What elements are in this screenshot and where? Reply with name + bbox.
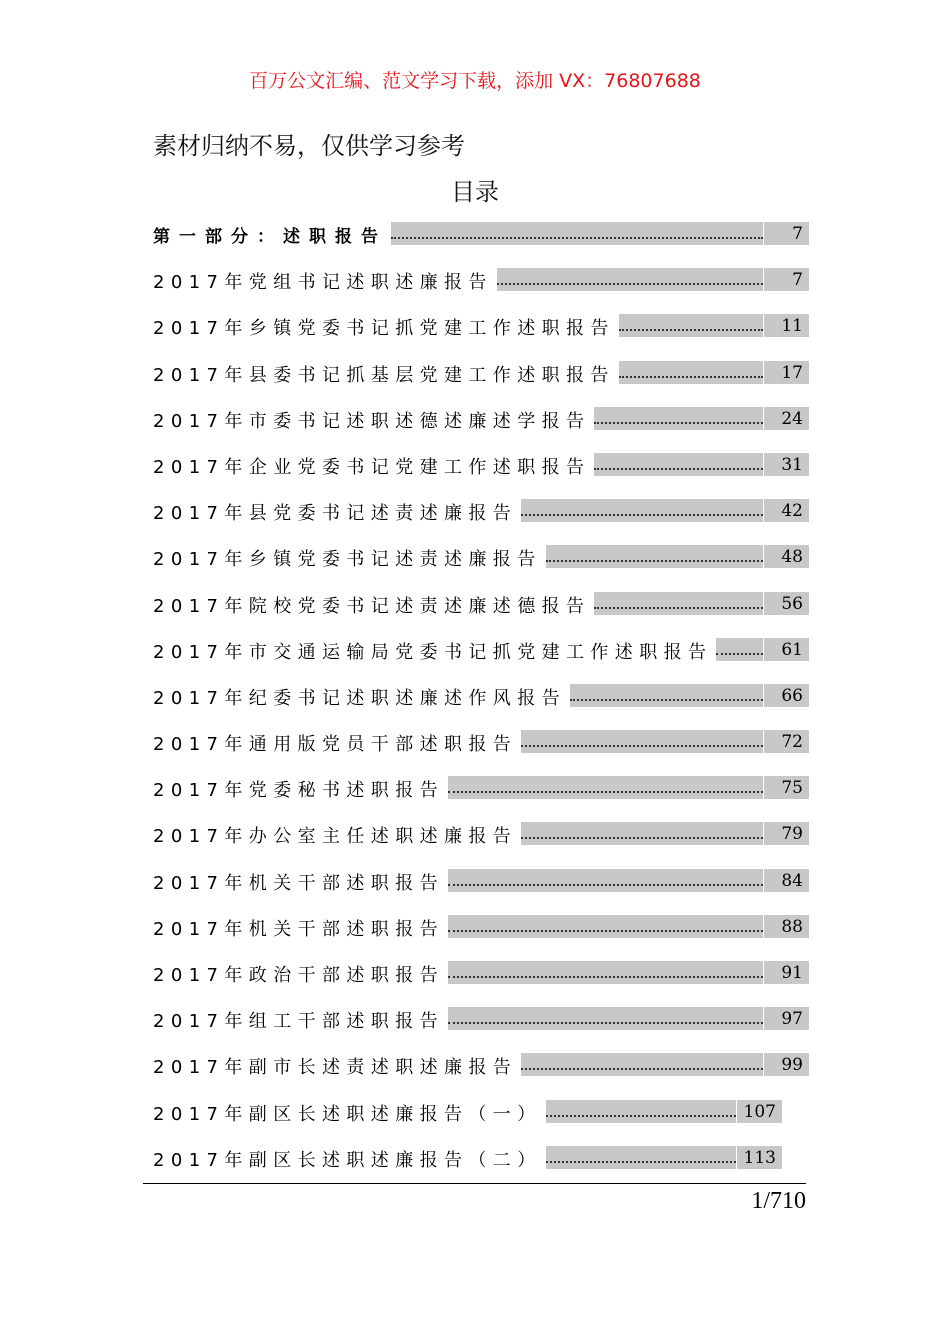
toc-entry-page: 113 xyxy=(743,1147,776,1168)
toc-entry-title: 2017年副区长述职述廉报告（一） xyxy=(153,1100,544,1126)
dot-leader xyxy=(448,776,763,799)
dot-leader xyxy=(448,961,763,984)
toc-entry[interactable] xyxy=(153,588,809,634)
toc-entry-title: 2017年乡镇党委书记抓党建工作述职报告 xyxy=(153,314,617,340)
dot-leader xyxy=(391,222,763,245)
toc-entry-title: 2017年政治干部述职报告 xyxy=(153,961,446,987)
toc-entry[interactable] xyxy=(153,1049,809,1095)
toc-entry[interactable] xyxy=(153,726,809,772)
toc-entry-title: 2017年组工干部述职报告 xyxy=(153,1007,446,1033)
dot-leader xyxy=(619,361,763,384)
toc-entry[interactable] xyxy=(153,772,809,818)
toc-entry-page: 91 xyxy=(781,963,803,983)
toc-entry-title: 2017年乡镇党委书记述责述廉报告 xyxy=(153,545,544,571)
toc-entry-title: 第一部分：述职报告 xyxy=(153,222,389,247)
toc-entry[interactable] xyxy=(153,310,809,356)
toc-entry-title: 2017年党委秘书述职报告 xyxy=(153,776,446,802)
dot-leader xyxy=(546,545,763,568)
dot-leader xyxy=(546,1146,736,1169)
toc-entry-page: 61 xyxy=(781,639,803,660)
toc-entry-page: 84 xyxy=(781,870,803,891)
toc-entry[interactable] xyxy=(153,357,809,403)
toc-entry-page: 97 xyxy=(781,1009,803,1030)
toc-entry-title: 2017年县党委书记述责述廉报告 xyxy=(153,499,519,525)
page-counter: 1/710 xyxy=(751,1188,806,1214)
toc-entry[interactable] xyxy=(153,865,809,911)
toc-entry-title: 2017年副区长述职述廉报告（二） xyxy=(153,1146,544,1172)
toc-entry-title: 2017年企业党委书记党建工作述职报告 xyxy=(153,453,592,479)
toc-entry-page: 107 xyxy=(743,1101,776,1122)
dot-leader xyxy=(448,869,763,892)
footer-rule xyxy=(143,1183,806,1184)
toc-entry[interactable] xyxy=(153,449,809,495)
dot-leader xyxy=(448,915,763,938)
toc-entry-page: 79 xyxy=(781,824,803,845)
toc-entry-page: 75 xyxy=(781,778,803,799)
toc-entry-title: 2017年党组书记述职述廉报告 xyxy=(153,268,495,294)
dot-leader xyxy=(546,1100,736,1123)
toc-entry-page: 99 xyxy=(781,1055,803,1076)
dot-leader xyxy=(521,499,763,522)
toc-entry[interactable] xyxy=(153,818,809,864)
dot-leader xyxy=(497,268,763,291)
page-note: 素材归纳不易，仅供学习参考 xyxy=(153,132,465,160)
dot-leader xyxy=(619,314,763,337)
dot-leader xyxy=(448,1007,763,1030)
dot-leader xyxy=(594,592,763,615)
toc-entry-page: 72 xyxy=(781,732,803,753)
toc-entry-page: 42 xyxy=(781,501,803,522)
toc-entry-title: 2017年机关干部述职报告 xyxy=(153,915,446,941)
toc-entry-title: 2017年市交通运输局党委书记抓党建工作述职报告 xyxy=(153,638,714,664)
toc-entry-title: 2017年通用版党员干部述职报告 xyxy=(153,730,519,756)
toc-entry-page: 7 xyxy=(792,224,803,244)
toc-entry[interactable] xyxy=(153,1003,809,1049)
download-banner: 百万公文汇编、范文学习下载，添加 VX：76807688 xyxy=(249,70,701,92)
toc-entry-page: 11 xyxy=(781,316,803,337)
toc-entry[interactable] xyxy=(153,634,809,680)
toc-entry[interactable] xyxy=(153,911,809,957)
toc-entry-page: 24 xyxy=(781,408,803,429)
toc-entry-title: 2017年纪委书记述职述廉述作风报告 xyxy=(153,684,568,710)
dot-leader xyxy=(594,453,763,476)
toc-entry-title: 2017年机关干部述职报告 xyxy=(153,869,446,895)
toc-entry-page: 48 xyxy=(781,547,803,568)
dot-leader xyxy=(594,407,763,430)
toc-entry-title: 2017年院校党委书记述责述廉述德报告 xyxy=(153,592,592,618)
toc-entry[interactable] xyxy=(153,264,809,310)
toc-entry[interactable] xyxy=(153,1142,809,1188)
toc-entry-page: 31 xyxy=(781,454,803,475)
toc-entry[interactable] xyxy=(153,541,809,587)
toc-entry[interactable] xyxy=(153,680,809,726)
toc-entry-title: 2017年县委书记抓基层党建工作述职报告 xyxy=(153,361,617,387)
toc-entry[interactable] xyxy=(153,957,809,1003)
dot-leader xyxy=(521,822,763,845)
toc-entry-page: 7 xyxy=(792,270,803,291)
toc-entry[interactable] xyxy=(153,403,809,449)
toc-entry-title: 2017年副市长述责述职述廉报告 xyxy=(153,1053,519,1079)
dot-leader xyxy=(570,684,763,707)
dot-leader xyxy=(521,730,763,753)
toc-entry[interactable] xyxy=(153,1096,809,1142)
toc-title: 目录 xyxy=(451,178,499,206)
toc-entry[interactable] xyxy=(153,495,809,541)
table-of-contents xyxy=(153,218,809,1188)
toc-entry-page: 56 xyxy=(781,593,803,614)
toc-entry-title: 2017年办公室主任述职述廉报告 xyxy=(153,822,519,848)
dot-leader xyxy=(521,1053,763,1076)
toc-entry-page: 66 xyxy=(781,685,803,706)
toc-entry-page: 88 xyxy=(781,916,803,937)
dot-leader xyxy=(716,638,763,661)
toc-entry[interactable] xyxy=(153,218,809,264)
toc-entry-title: 2017年市委书记述职述德述廉述学报告 xyxy=(153,407,592,433)
toc-entry-page: 17 xyxy=(781,362,803,383)
